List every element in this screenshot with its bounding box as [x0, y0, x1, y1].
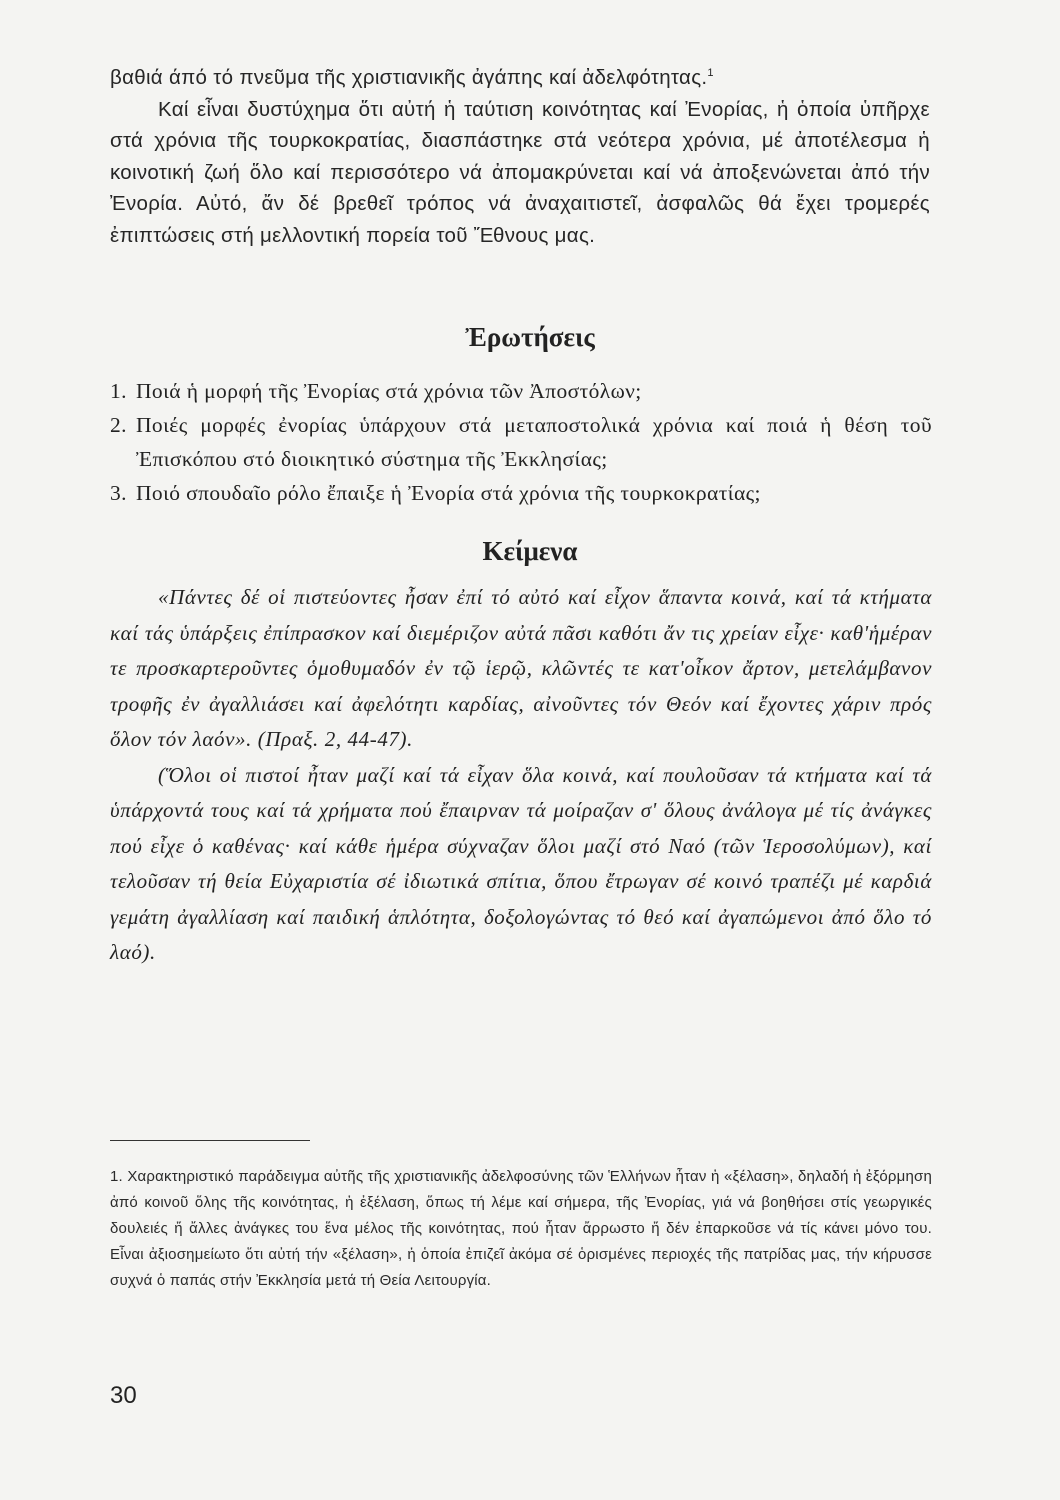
intro-paragraph-2: Καί εἶναι δυστύχημα ὅτι αὐτή ἡ ταύτιση κοινότητας καί Ἐνορίας, ἡ ὁποία ὑπῆρχε στά χρόνια τῆς τουρκοκρατίας, διασπάστηκε στά νεότερα χρόνια, μέ ἀποτέλεσμα ἡ κοινοτική ζωή ὅλο καί περισσότερο νά ἀπομακρύνεται καί νά ἀποξενώνεται ἀπό τήν Ἐνορία. Αὐτό, ἄν δέ βρεθεῖ τρόπος νά ἀναχαιτιστεῖ, ἀσφαλῶς θά ἔχει τρομερές ἐπιπτώσεις στή μελλοντική πορεία τοῦ Ἔθνους μας.: [110, 97, 930, 247]
texts-section: [110, 580, 932, 971]
questions-list: [110, 374, 932, 510]
question-item: [110, 476, 932, 510]
intro-section: [110, 62, 930, 251]
question-text: Ποιά ἡ μορφή τῆς Ἐνορίας στά χρόνια τῶν Ἀποστόλων;: [136, 379, 642, 403]
intro-paragraph-1-text: βαθιά άπό τό πνεῦμα τῆς χριστιανικῆς ἀγάπης καί ἀδελφότητας.: [110, 66, 708, 89]
page-number: 30: [110, 1382, 137, 1409]
question-item: [110, 408, 932, 476]
question-text: Ποιές μορφές ἐνορίας ὑπάρχουν στά μεταποστολικά χρόνια καί ποιά ἡ θέση τοῦ Ἐπισκόπου στό διοικητικό σύστημα τῆς Ἐκκλησίας;: [136, 413, 932, 471]
question-text: Ποιό σπουδαῖο ρόλο ἔπαιξε ἡ Ἐνορία στά χρόνια τῆς τουρκοκρατίας;: [136, 481, 761, 505]
question-item: [110, 374, 932, 408]
question-number: 2.: [110, 413, 127, 437]
question-number: 3.: [110, 481, 127, 505]
footnote-reference: 1: [707, 67, 714, 80]
footnote-divider: [110, 1140, 310, 1141]
question-number: 1.: [110, 379, 127, 403]
quote-translation: (Ὅλοι οἱ πιστοί ἦταν μαζί καί τά εἶχαν ὅλα κοινά, καί πουλοῦσαν τά κτήματα καί τά ὑπάρχοντά τους καί τά χρήματα πού ἔπαιρναν τά μοίραζαν σ' ὅλους ἀνάλογα μέ τίς ἀνάγκες πού εἶχε ὁ καθένας· καί κάθε ἡμέρα σύχναζαν ὅλοι μαζί στό Ναό (τῶν Ἱεροσολύμων), καί τελοῦσαν τή θεία Εὐχαριστία σέ ἰδιωτικά σπίτια, ὅπου ἔτρωγαν σέ κοινό τραπέζι μέ καρδιά γεμάτη ἀγαλλίαση καί παιδική ἁπλότητα, δοξολογώντας τό θεό καί ἀγαπώμενοι ἀπό ὅλο τό λαό).: [110, 762, 932, 964]
footnote: 1. Χαρακτηριστικό παράδειγμα αὐτῆς τῆς χριστιανικῆς ἀδελφοσύνης τῶν Ἑλλήνων ἦταν ἡ «ξέλαση», δηλαδή ἡ ἐξόρμηση ἀπό κοινοῦ ὅλης τῆς κοινότητας, ἡ ἐξέλαση, ὅπως τή λέμε καί σήμερα, τῆς Ἐνορίας, γιά νά βοηθήσει στίς γεωργικές δουλειές ἤ ἄλλες ἀνάγκες του ἕνα μέλος τῆς κοινότητας, πού ἦταν ἄρρωστο ἤ δέν ἐπαρκοῦσε νά τίς κάνει μόνο του. Εἶναι ἀξιοσημείωτο ὅτι αὐτή τήν «ξέλαση», ἡ ὁποία ἐπιζεῖ ἀκόμα σέ ὁρισμένες περιοχές τῆς πατρίδας μας, τήν κήρυσσε συχνά ὁ παπάς στήν Ἐκκλησία μετά τή Θεία Λειτουργία.: [110, 1168, 932, 1289]
scripture-quote: «Πάντες δέ οἱ πιστεύοντες ἦσαν ἐπί τό αὐτό καί εἶχον ἅπαντα κοινά, καί τά κτήματα καί τάς ὑπάρξεις ἐπίπρασκον καί διεμέριζον αὐτά πᾶσι καθότι ἄν τις χρείαν εἶχε· καθ'ἡμέραν τε προσκαρτεροῦντες ὁμοθυμαδόν ἐν τῷ ἱερῷ, κλῶντές τε κατ'οἶκον ἄρτον, μετελάμβανον τροφῆς ἐν ἀγαλλιάσει καί ἀφελότητι καρδίας, αἰνοῦντες τόν Θεόν καί ἔχοντες χάριν πρός ὅλον τόν λαόν». (Πραξ. 2, 44-47).: [110, 585, 932, 751]
questions-heading: Ἐρωτήσεις: [465, 322, 595, 352]
intro-paragraph-1: [110, 62, 930, 94]
texts-heading: Κείμενα: [482, 536, 578, 566]
